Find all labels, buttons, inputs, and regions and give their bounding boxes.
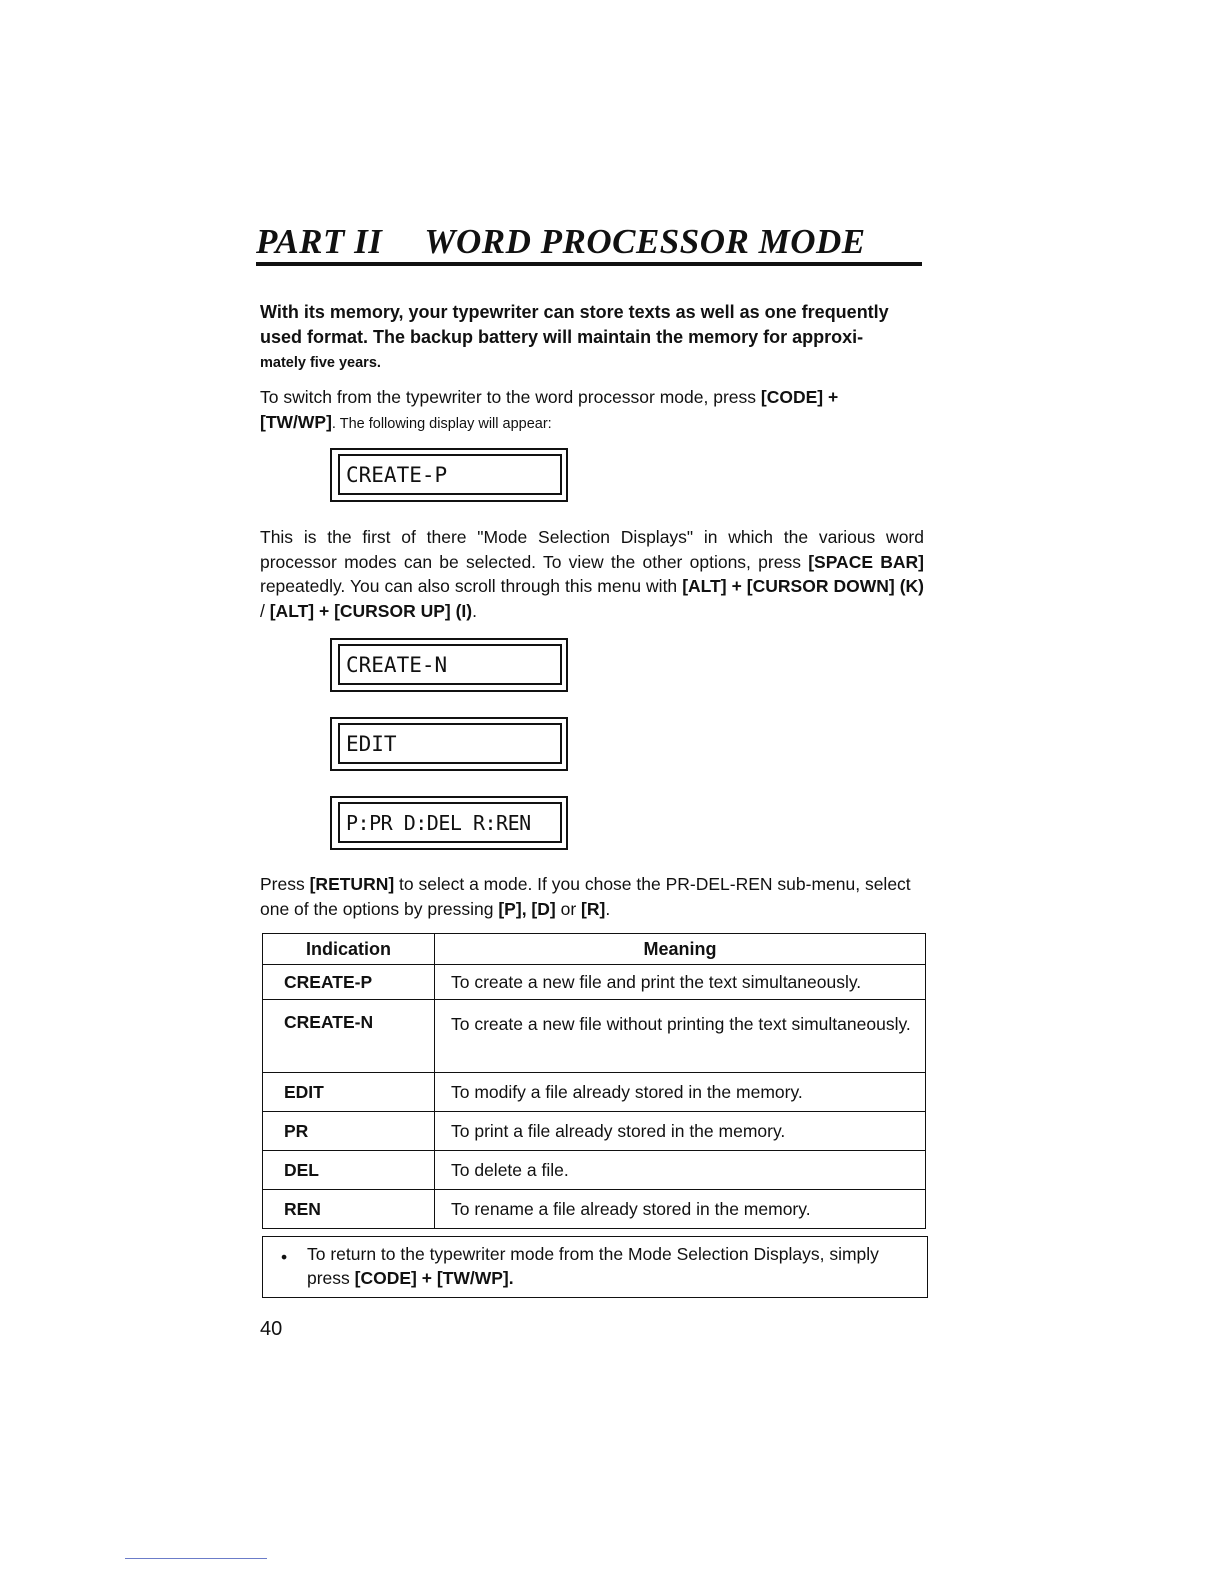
table-row <box>263 1151 926 1190</box>
section-title: WORD PROCESSOR MODE <box>424 222 866 261</box>
table-row <box>263 965 926 1000</box>
key-return: [RETURN] <box>309 874 395 894</box>
intro-paragraph: With its memory, your typewriter can store texts as well as one frequently used format. The backup battery will maintain the memory for approxi- mately five years. <box>260 302 889 371</box>
table-row <box>263 1112 926 1151</box>
indication-cell: DEL <box>263 1151 435 1190</box>
meaning-cell: To create a new file without printing the text simultaneously. <box>435 1000 926 1073</box>
footer-rule <box>125 1558 267 1559</box>
table-row <box>263 1073 926 1112</box>
key-tw-wp: [TW/WP] <box>260 411 332 432</box>
table-header-row <box>263 934 926 965</box>
part-label: PART II <box>256 222 383 261</box>
meaning-cell: To rename a file already stored in the memory. <box>435 1190 926 1229</box>
mode-selection-paragraph: This is the first of there "Mode Selection Displays" in which the various word processor modes can be selected. To view the other options, press [SPACE BAR] repeatedly. You can also scroll through this menu with [ALT] + [CURSOR DOWN] (K) / [ALT] + [CURSOR UP] (I). <box>260 527 924 621</box>
meaning-cell: To delete a file. <box>435 1151 926 1190</box>
indication-cell: CREATE-P <box>263 965 435 1000</box>
key-space-bar: [SPACE BAR] <box>808 551 924 572</box>
key-code: [CODE] <box>760 387 824 407</box>
key-tw-wp: [TW/WP] <box>436 1268 509 1288</box>
key-cursor-down: [CURSOR DOWN] (K) <box>746 576 924 596</box>
return-paragraph: Press [RETURN] to select a mode. If you chose the PR-DEL-REN sub-menu, select one of the options by pressing [P], [D] or [R]. <box>260 874 911 919</box>
page-number: 40 <box>260 1318 283 1340</box>
indication-cell: CREATE-N <box>263 1000 435 1073</box>
column-header-indication: Indication <box>263 934 435 965</box>
lcd-display-create-p: CREATE-P <box>330 448 568 502</box>
lcd-display-create-n: CREATE-N <box>330 638 568 692</box>
meaning-cell: To print a file already stored in the memory. <box>435 1112 926 1151</box>
part-heading <box>256 222 922 262</box>
switch-mode-paragraph: To switch from the typewriter to the word processor mode, press [CODE] + [TW/WP]. The following display will appear: <box>260 387 839 432</box>
meaning-cell: To modify a file already stored in the memory. <box>435 1073 926 1112</box>
note-box <box>262 1236 928 1298</box>
bullet-icon: • <box>281 1247 288 1267</box>
table-row <box>263 1000 926 1073</box>
key-code: [CODE] <box>354 1268 417 1288</box>
heading-rule <box>256 262 922 266</box>
column-header-meaning: Meaning <box>435 934 926 965</box>
mode-table <box>262 933 926 1229</box>
indication-cell: PR <box>263 1112 435 1151</box>
note-text: To return to the typewriter mode from the Mode Selection Displays, simply press [CODE] + [TW/WP]. <box>307 1244 879 1288</box>
indication-cell: REN <box>263 1190 435 1229</box>
indication-cell: EDIT <box>263 1073 435 1112</box>
meaning-cell: To create a new file and print the text simultaneously. <box>435 965 926 1000</box>
lcd-display-pr-del-ren: P:PR D:DEL R:REN <box>330 796 568 850</box>
key-cursor-up: [CURSOR UP] (I) <box>334 600 473 621</box>
table-row <box>263 1190 926 1229</box>
lcd-display-edit: EDIT <box>330 717 568 771</box>
